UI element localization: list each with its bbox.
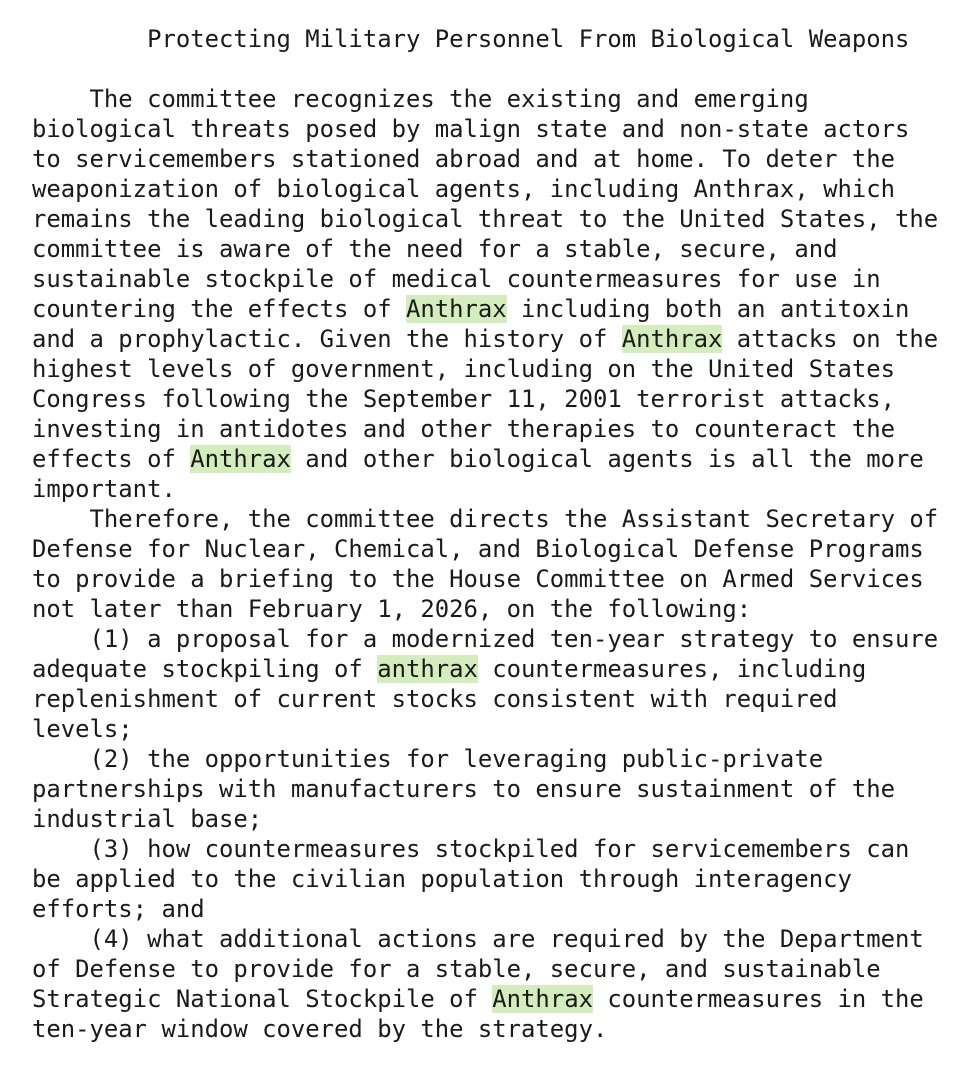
text-line	[32, 534, 972, 564]
text-segment: highest levels of government, including on the United States	[32, 355, 896, 383]
text-segment: countermeasures, including	[477, 655, 867, 683]
text-line	[32, 294, 972, 324]
text-segment: attacks on the	[722, 325, 939, 353]
document-page	[32, 24, 972, 1044]
text-segment: industrial base;	[32, 805, 263, 833]
search-highlight: Anthrax	[405, 295, 507, 323]
text-segment: efforts; and	[32, 895, 205, 923]
text-line	[32, 984, 972, 1014]
text-segment: biological threats posed by malign state and non-state actors	[32, 115, 910, 143]
text-segment: partnerships with manufacturers to ensure sustainment of the	[32, 775, 896, 803]
text-segment: be applied to the civilian population through interagency	[32, 865, 852, 893]
text-line	[32, 414, 972, 444]
text-segment: effects of	[32, 445, 191, 473]
text-line	[32, 174, 972, 204]
text-line	[32, 144, 972, 174]
text-line	[32, 114, 972, 144]
text-line	[32, 924, 972, 954]
text-line	[32, 744, 972, 774]
text-segment: investing in antidotes and other therapies to counteract the	[32, 415, 896, 443]
text-segment: to provide a briefing to the House Committee on Armed Services	[32, 565, 924, 593]
text-segment: weaponization of biological agents, including Anthrax, which	[32, 175, 896, 203]
text-segment: and a prophylactic. Given the history of	[32, 325, 622, 353]
blank-line	[32, 54, 972, 84]
text-segment: replenishment of current stocks consistent with required	[32, 685, 838, 713]
text-line	[32, 264, 972, 294]
text-line	[32, 654, 972, 684]
search-highlight: Anthrax	[190, 445, 291, 473]
text-segment: The committee recognizes the existing and emerging	[32, 85, 809, 113]
text-segment: Strategic National Stockpile of	[32, 985, 493, 1013]
text-line	[32, 894, 972, 924]
search-highlight: anthrax	[377, 655, 478, 683]
document-title: Protecting Military Personnel From Biological Weapons	[32, 25, 910, 53]
text-segment: Congress following the September 11, 2001 terrorist attacks,	[32, 385, 896, 413]
text-segment: ten-year window covered by the strategy.	[32, 1015, 608, 1043]
text-line	[32, 384, 972, 414]
text-segment: and other biological agents is all the more	[290, 445, 924, 473]
text-segment: adequate stockpiling of	[32, 655, 378, 683]
text-segment: (2) the opportunities for leveraging public-private	[32, 745, 824, 773]
text-segment: to servicemembers stationed abroad and at home. To deter the	[32, 145, 896, 173]
text-line	[32, 504, 972, 534]
text-segment: (3) how countermeasures stockpiled for servicemembers can	[32, 835, 910, 863]
text-line	[32, 564, 972, 594]
text-line	[32, 204, 972, 234]
text-line	[32, 1014, 972, 1044]
text-line	[32, 594, 972, 624]
search-highlight: Anthrax	[621, 325, 723, 353]
text-line	[32, 864, 972, 894]
text-line	[32, 624, 972, 654]
search-highlight: Anthrax	[492, 985, 593, 1013]
text-line	[32, 774, 972, 804]
text-segment: including both an antitoxin	[506, 295, 910, 323]
text-line	[32, 474, 972, 504]
text-segment: not later than February 1, 2026, on the following:	[32, 595, 752, 623]
text-segment: remains the leading biological threat to the United States, the	[32, 205, 939, 233]
text-segment: Therefore, the committee directs the Assistant Secretary of	[32, 505, 939, 533]
text-segment: of Defense to provide for a stable, secure, and sustainable	[32, 955, 881, 983]
text-line	[32, 714, 972, 744]
text-line	[32, 84, 972, 114]
text-line	[32, 804, 972, 834]
text-line	[32, 354, 972, 384]
text-line	[32, 324, 972, 354]
text-segment: important.	[32, 475, 176, 503]
text-line	[32, 444, 972, 474]
text-segment: committee is aware of the need for a stable, secure, and	[32, 235, 838, 263]
document-body	[32, 84, 972, 1044]
text-line	[32, 834, 972, 864]
text-segment: (4) what additional actions are required by the Department	[32, 925, 924, 953]
text-segment: sustainable stockpile of medical countermeasures for use in	[32, 265, 881, 293]
text-segment: countermeasures in the	[592, 985, 924, 1013]
text-line	[32, 234, 972, 264]
text-segment: (1) a proposal for a modernized ten-year strategy to ensure	[32, 625, 939, 653]
text-line	[32, 684, 972, 714]
text-segment: Defense for Nuclear, Chemical, and Biological Defense Programs	[32, 535, 924, 563]
text-line	[32, 954, 972, 984]
text-segment: levels;	[32, 715, 133, 743]
text-segment: countering the effects of	[32, 295, 406, 323]
